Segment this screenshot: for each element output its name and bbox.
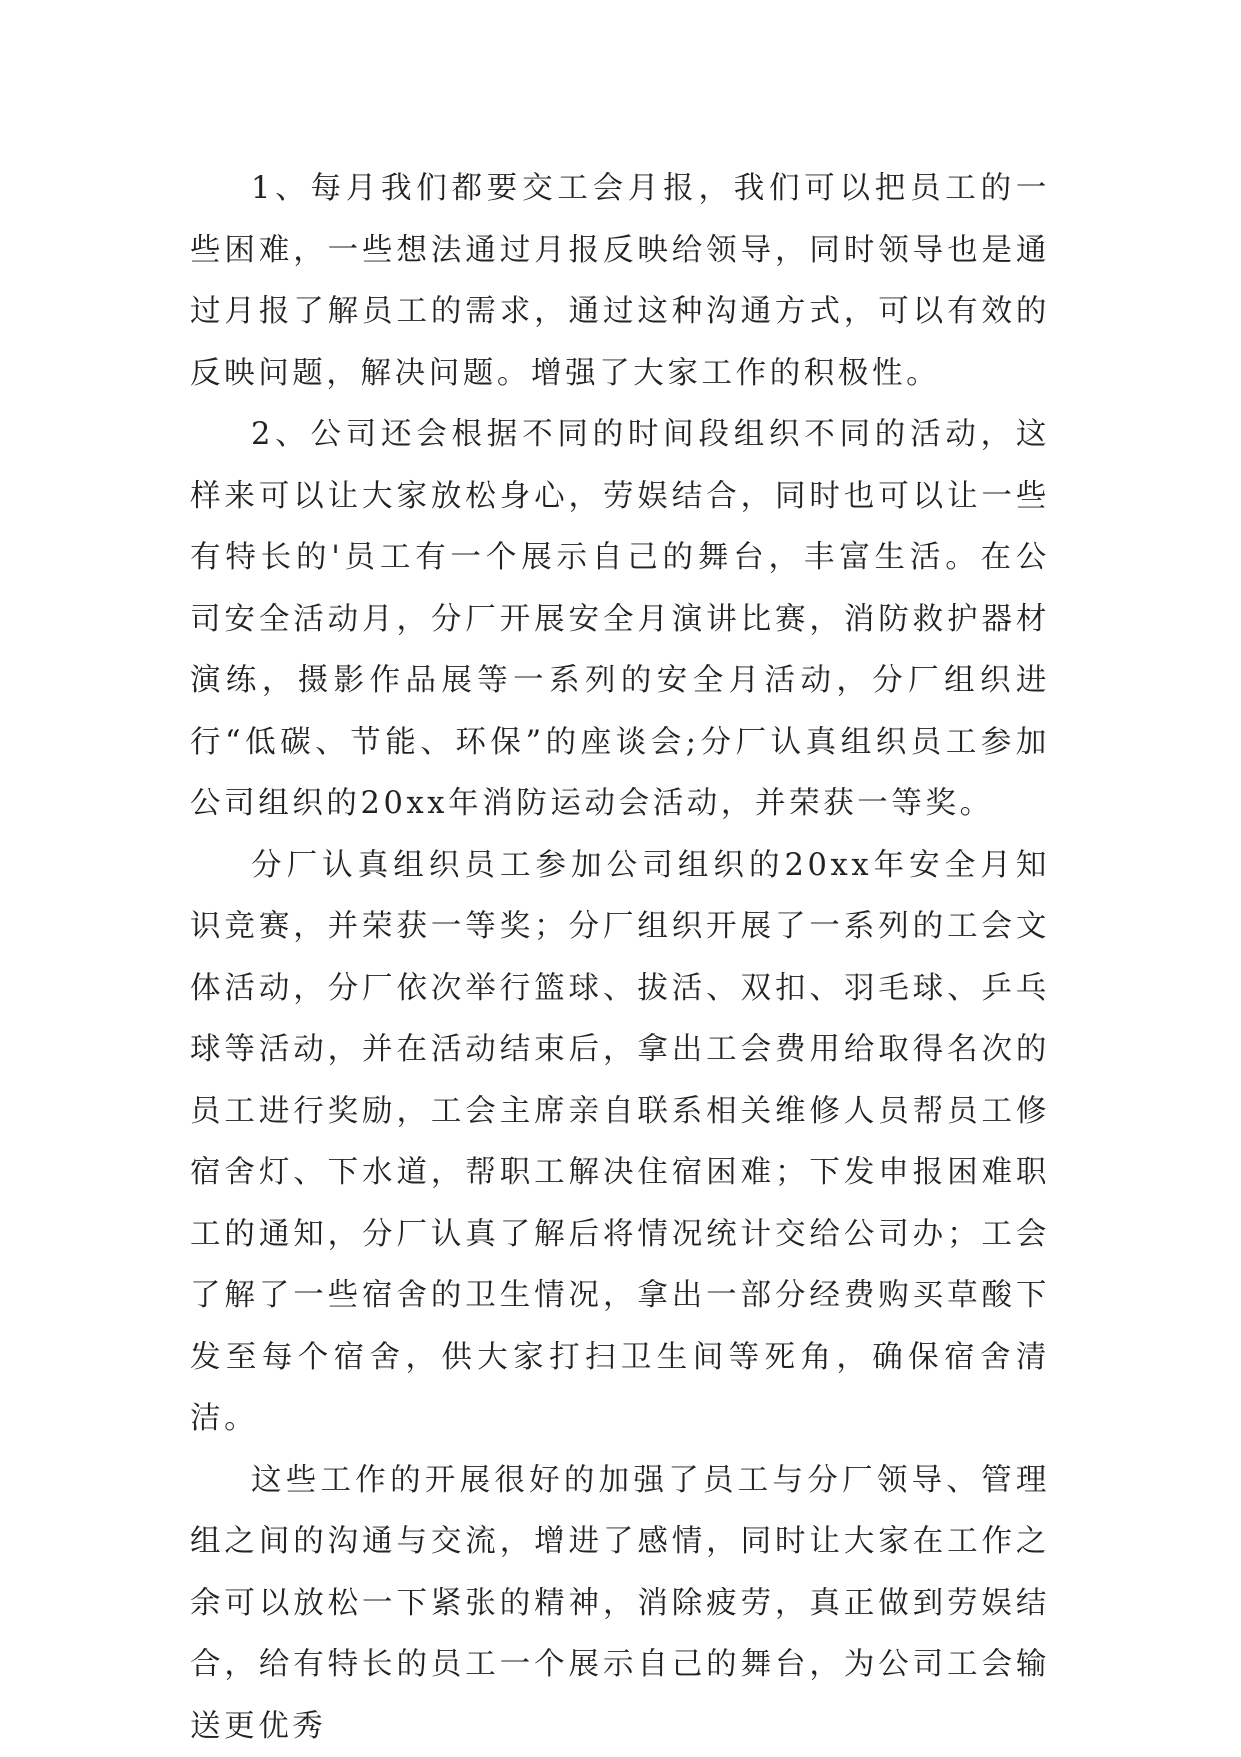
- paragraph-1: 1、每月我们都要交工会月报，我们可以把员工的一些困难，一些想法通过月报反映给领导，同时领导也是通过月报了解员工的需求，通过这种沟通方式，可以有效的反映问题，解决问题。增强了大家工作的积极性。: [190, 158, 1050, 404]
- paragraph-3: 分厂认真组织员工参加公司组织的20xx年安全月知识竞赛，并荣获一等奖；分厂组织开展了一系列的工会文体活动，分厂依次举行篮球、拔活、双扣、羽毛球、乒乓球等活动，并在活动结束后，拿出工会费用给取得名次的员工进行奖励，工会主席亲自联系相关维修人员帮员工修宿舍灯、下水道，帮职工解决住宿困难；下发申报困难职工的通知，分厂认真了解后将情况统计交给公司办；工会了解了一些宿舍的卫生情况，拿出一部分经费购买草酸下发至每个宿舍，供大家打扫卫生间等死角，确保宿舍清洁。: [190, 835, 1050, 1450]
- paragraph-2: 2、公司还会根据不同的时间段组织不同的活动，这样来可以让大家放松身心，劳娱结合，同时也可以让一些有特长的'员工有一个展示自己的舞台，丰富生活。在公司安全活动月，分厂开展安全月演讲比赛，消防救护器材演练，摄影作品展等一系列的安全月活动，分厂组织进行“低碳、节能、环保”的座谈会;分厂认真组织员工参加公司组织的20xx年消防运动会活动，并荣获一等奖。: [190, 404, 1050, 835]
- paragraph-4: 这些工作的开展很好的加强了员工与分厂领导、管理组之间的沟通与交流，增进了感情，同时让大家在工作之余可以放松一下紧张的精神，消除疲劳，真正做到劳娱结合，给有特长的员工一个展示自己的舞台，为公司工会输送更优秀: [190, 1450, 1050, 1757]
- document-body: [190, 158, 1050, 1757]
